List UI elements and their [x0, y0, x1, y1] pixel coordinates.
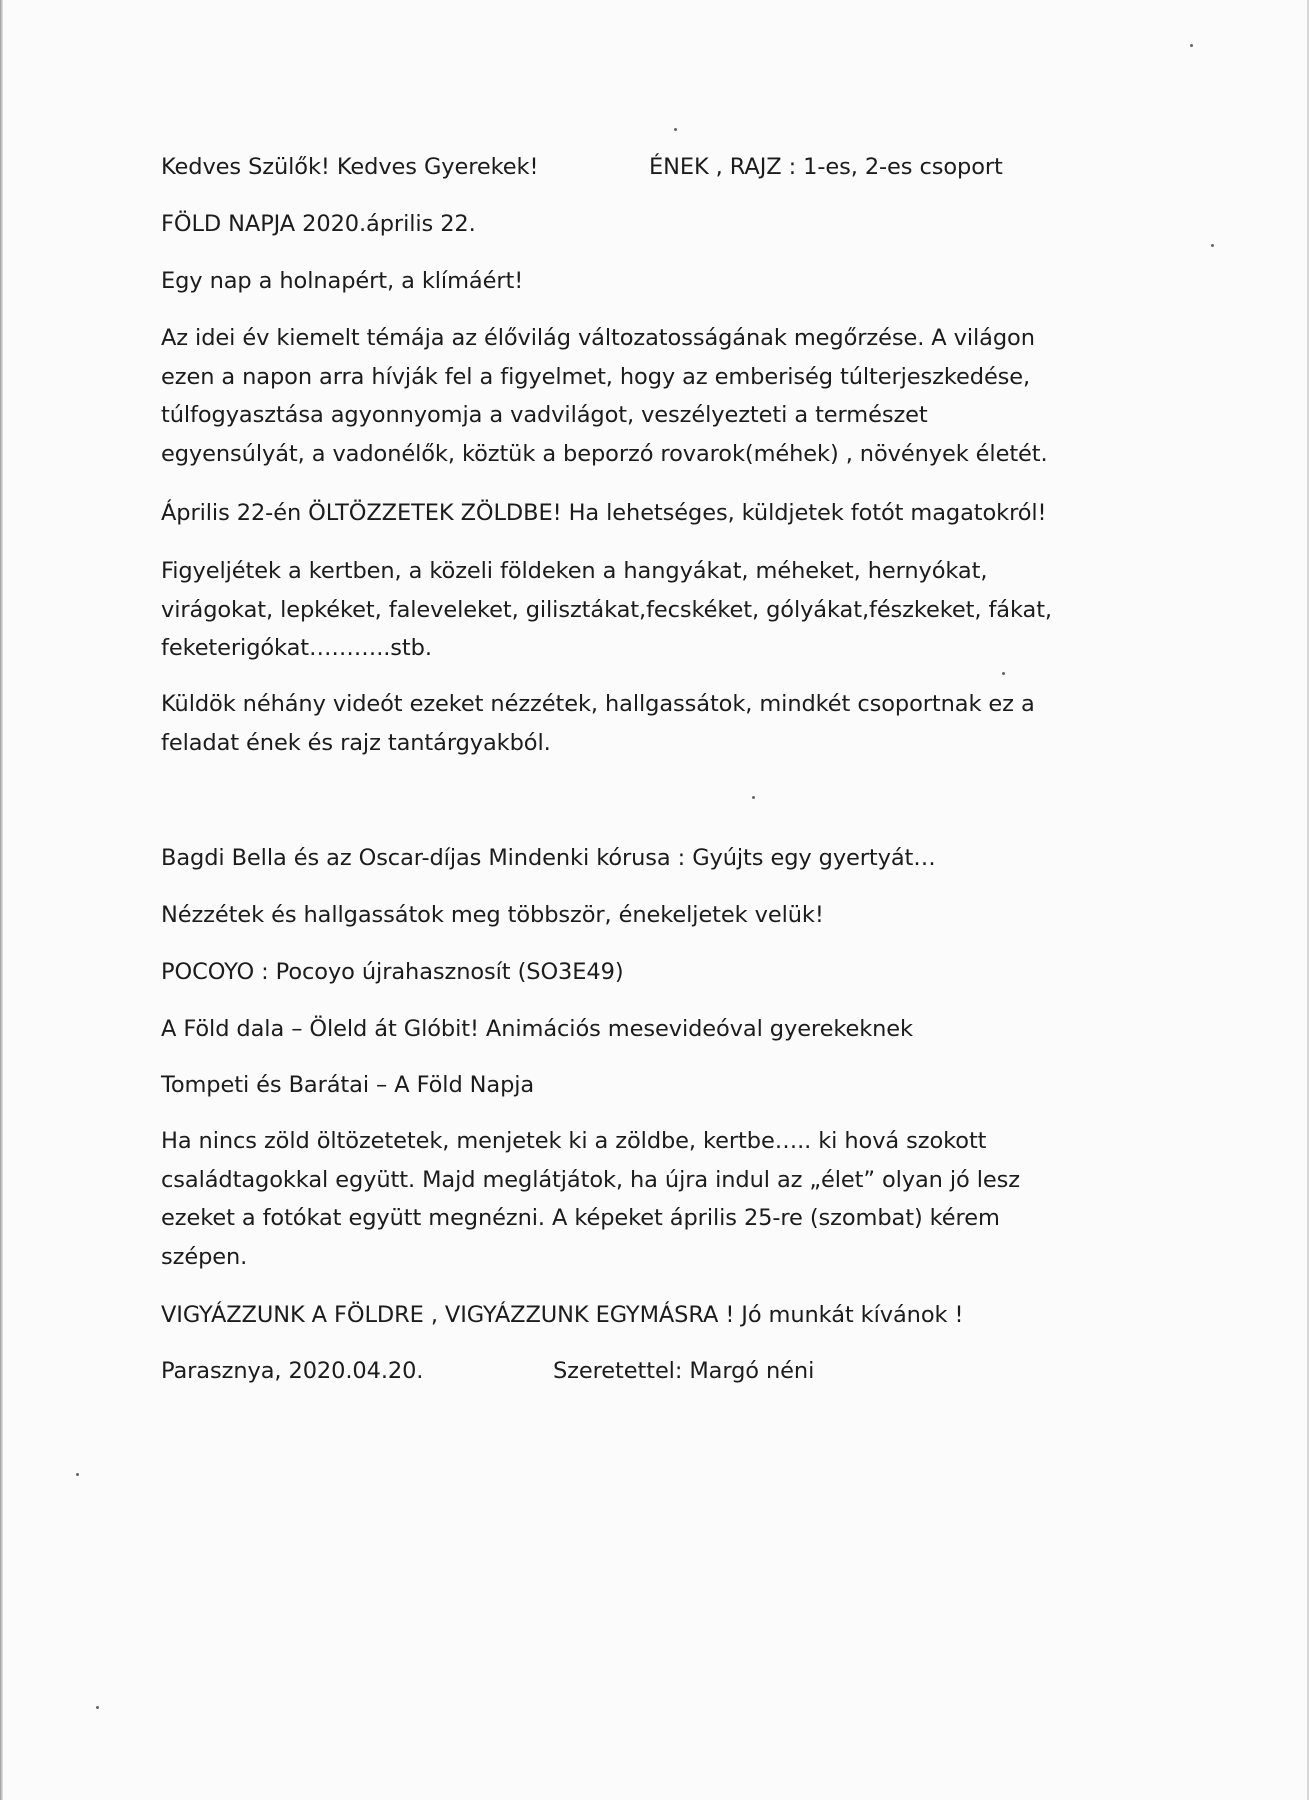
observe-line: Figyeljétek a kertben, a közeli földeken a hangyákat, méheket, hernyókat, — [161, 558, 988, 584]
scan-speck — [674, 128, 677, 131]
no-green-paragraph — [161, 1122, 1161, 1276]
scan-speck — [1190, 44, 1193, 47]
intro-line: egyensúlyát, a vadonélők, köztük a beporzó rovarok(méhek) , növények életét. — [161, 440, 1048, 467]
intro-line: túlfogyasztása agyonnyomja a vadvilágot, veszélyezteti a természet — [161, 402, 928, 428]
header-line — [161, 148, 538, 187]
greeting: Kedves Szülők! Kedves Gyerekek! — [161, 154, 539, 180]
subject-groups: ÉNEK , RAJZ : 1-es, 2-es csoport — [649, 154, 1003, 180]
motto: Egy nap a holnapért, a klímáért! — [161, 268, 524, 294]
video-item: Bagdi Bella és az Oscar-díjas Mindenki kórusa : Gyújts egy gyertyát… — [161, 845, 936, 871]
videos-intro-line: feladat ének és rajz tantárgyakból. — [161, 729, 551, 756]
place-date: Parasznya, 2020.04.20. — [161, 1358, 424, 1384]
closing-line: VIGYÁZZUNK A FÖLDRE , VIGYÁZZUNK EGYMÁSRA ! Jó munkát kívánok ! — [161, 1302, 964, 1328]
scan-speck — [96, 1706, 99, 1709]
scan-speck — [1211, 244, 1214, 247]
intro-line: ezen a napon arra hívják fel a figyelmet, hogy az emberiség túlterjeszkedése, — [161, 363, 1031, 390]
no-green-line: családtagokkal együtt. Majd meglátjátok, ha újra indul az „élet” olyan jó lesz — [161, 1166, 1020, 1193]
intro-line: Az idei év kiemelt témája az élővilág változatosságának megőrzése. A világon — [161, 325, 1035, 351]
observe-line: virágokat, lepkéket, faleveleket, gilisztákat,fecskéket, gólyákat,fészkeket, fákat, — [161, 596, 1052, 623]
page-edge-left — [0, 0, 3, 1800]
scan-speck — [752, 796, 755, 799]
videos-intro-line: Küldök néhány videót ezeket nézzétek, hallgassátok, mindkét csoportnak ez a — [161, 691, 1035, 717]
event-date: FÖLD NAPJA 2020.április 22. — [161, 211, 476, 237]
video-item: A Föld dala – Öleld át Glóbit! Animációs mesevideóval gyerekeknek — [161, 1016, 913, 1042]
scan-speck — [76, 1473, 79, 1476]
scan-speck — [1002, 672, 1005, 675]
no-green-line: szépen. — [161, 1243, 248, 1270]
video-item: Nézzétek és hallgassátok meg többször, énekeljetek velük! — [161, 902, 824, 928]
observe-line: feketerigókat………..stb. — [161, 635, 432, 661]
observe-paragraph — [161, 552, 1161, 668]
intro-paragraph — [161, 319, 1161, 473]
no-green-line: Ha nincs zöld öltözetetek, menjetek ki a zöldbe, kertbe….. ki hová szokott — [161, 1128, 987, 1154]
no-green-line: ezeket a fotókat együtt megnézni. A képeket április 25-re (szombat) kérem — [161, 1205, 1000, 1231]
video-item: Tompeti és Barátai – A Föld Napja — [161, 1072, 535, 1098]
videos-intro-paragraph — [161, 685, 1161, 762]
video-item: POCOYO : Pocoyo újrahasznosít (SO3E49) — [161, 959, 624, 985]
dress-green-paragraph: Április 22-én ÖLTÖZZETEK ZÖLDBE! Ha lehetséges, küldjetek fotót magatokról! — [161, 500, 1047, 526]
signature: Szeretettel: Margó néni — [553, 1358, 815, 1384]
